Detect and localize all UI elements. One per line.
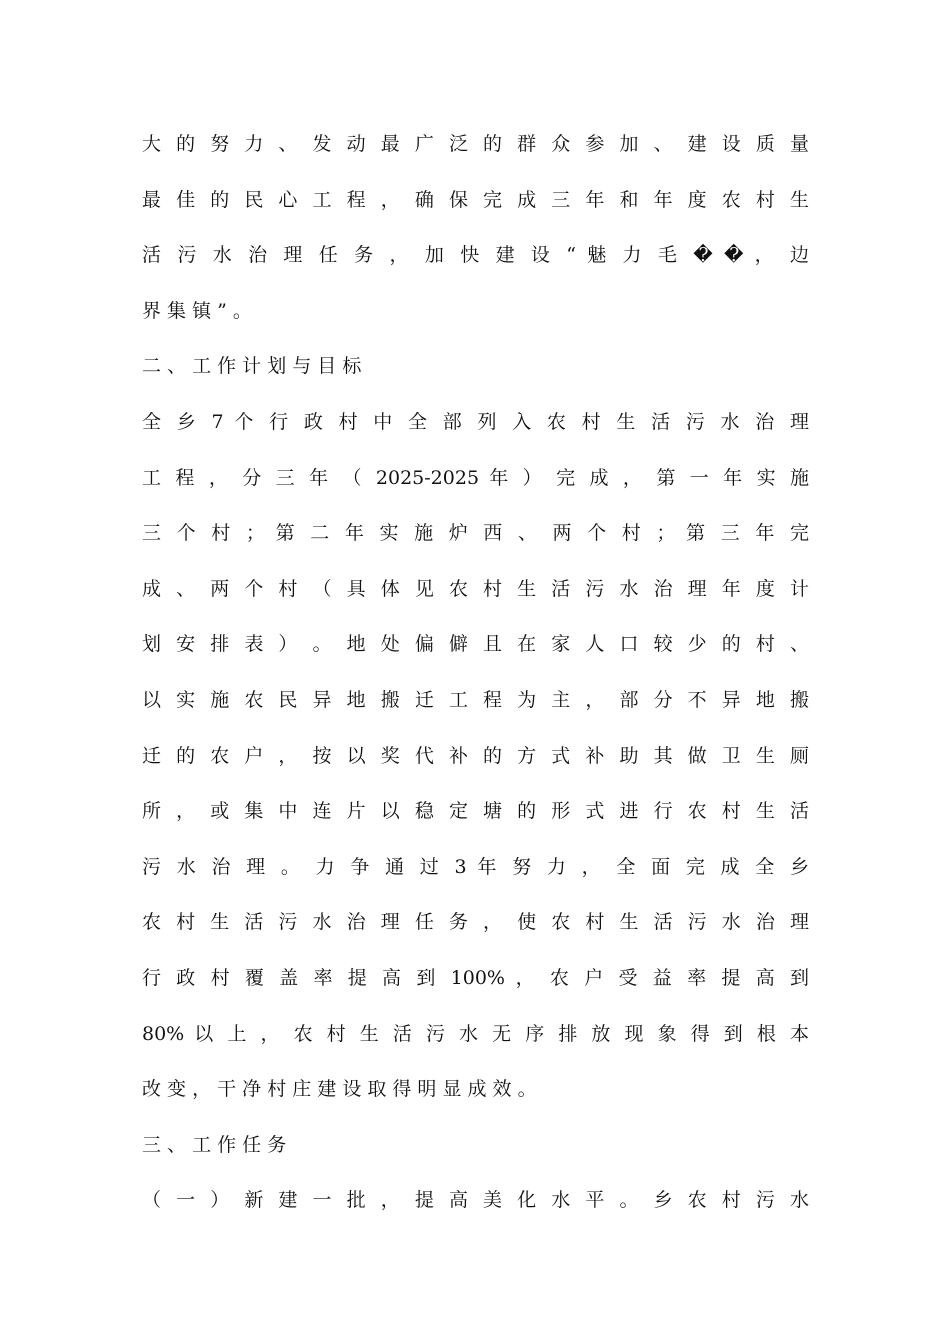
text-line-7: 工 程 ， 分 三 年 （ 2025-2025 年 ） 完 成 ， 第 一 年 实 施 — [142, 466, 809, 489]
text-line-4: 界 集 镇 ” 。 — [142, 299, 252, 322]
text-line-11: 以 实 施 农 民 异 地 搬 迁 工 程 为 主 ， 部 分 不 异 地 搬 — [142, 688, 809, 711]
text-line-17: 80% 以 上 ， 农 村 生 活 污 水 无 序 排 放 现 象 得 到 根 本 — [142, 1022, 809, 1045]
text-line-9: 成 、 两 个 村 （ 具 体 见 农 村 生 活 污 水 治 理 年 度 计 — [142, 577, 809, 600]
text-line-12: 迁 的 农 户 ， 按 以 奖 代 补 的 方 式 补 助 其 做 卫 生 厕 — [142, 744, 809, 767]
text-line-10: 划 安 排 表 ） 。 地 处 偏 僻 且 在 家 人 口 较 少 的 村 、 — [142, 633, 809, 656]
text-line-2: 最 佳 的 民 心 工 程 ， 确 保 完 成 三 年 和 年 度 农 村 生 — [142, 188, 809, 211]
text-line-16: 行 政 村 覆 盖 率 提 高 到 100% ， 农 户 受 益 率 提 高 到 — [142, 966, 809, 989]
text-line-1: 大 的 努 力 、 发 动 最 广 泛 的 群 众 参 加 、 建 设 质 量 — [142, 133, 809, 155]
body-text — [142, 117, 809, 1229]
text-line-15: 农 村 生 活 污 水 治 理 任 务 ， 使 农 村 生 活 污 水 治 理 — [142, 911, 809, 934]
section-heading-2: 二 、 工 作 计 划 与 目 标 — [142, 355, 362, 378]
text-line-14: 污 水 治 理 。 力 争 通 过 3 年 努 力 ， 全 面 完 成 全 乡 — [142, 855, 809, 878]
text-line-3: 活 污 水 治 理 任 务 ， 加 快 建 设 “ 魅 力 毛 � � ， 边 — [142, 244, 809, 267]
text-line-8: 三 个 村 ； 第 二 年 实 施 炉 西 、 两 个 村 ； 第 三 年 完 — [142, 522, 809, 545]
text-line-13: 所 ， 或 集 中 连 片 以 稳 定 塘 的 形 式 进 行 农 村 生 活 — [142, 800, 809, 823]
text-line-18: 改 变 ， 干 净 村 庄 建 设 取 得 明 显 成 效 。 — [142, 1078, 537, 1101]
text-line-6: 全 乡 7 个 行 政 村 中 全 部 列 入 农 村 生 活 污 水 治 理 — [142, 410, 809, 433]
text-line-20: （ 一 ） 新 建 一 批 ， 提 高 美 化 水 平 。 乡 农 村 污 水 — [142, 1189, 809, 1212]
section-heading-3: 三 、 工 作 任 务 — [142, 1133, 287, 1156]
